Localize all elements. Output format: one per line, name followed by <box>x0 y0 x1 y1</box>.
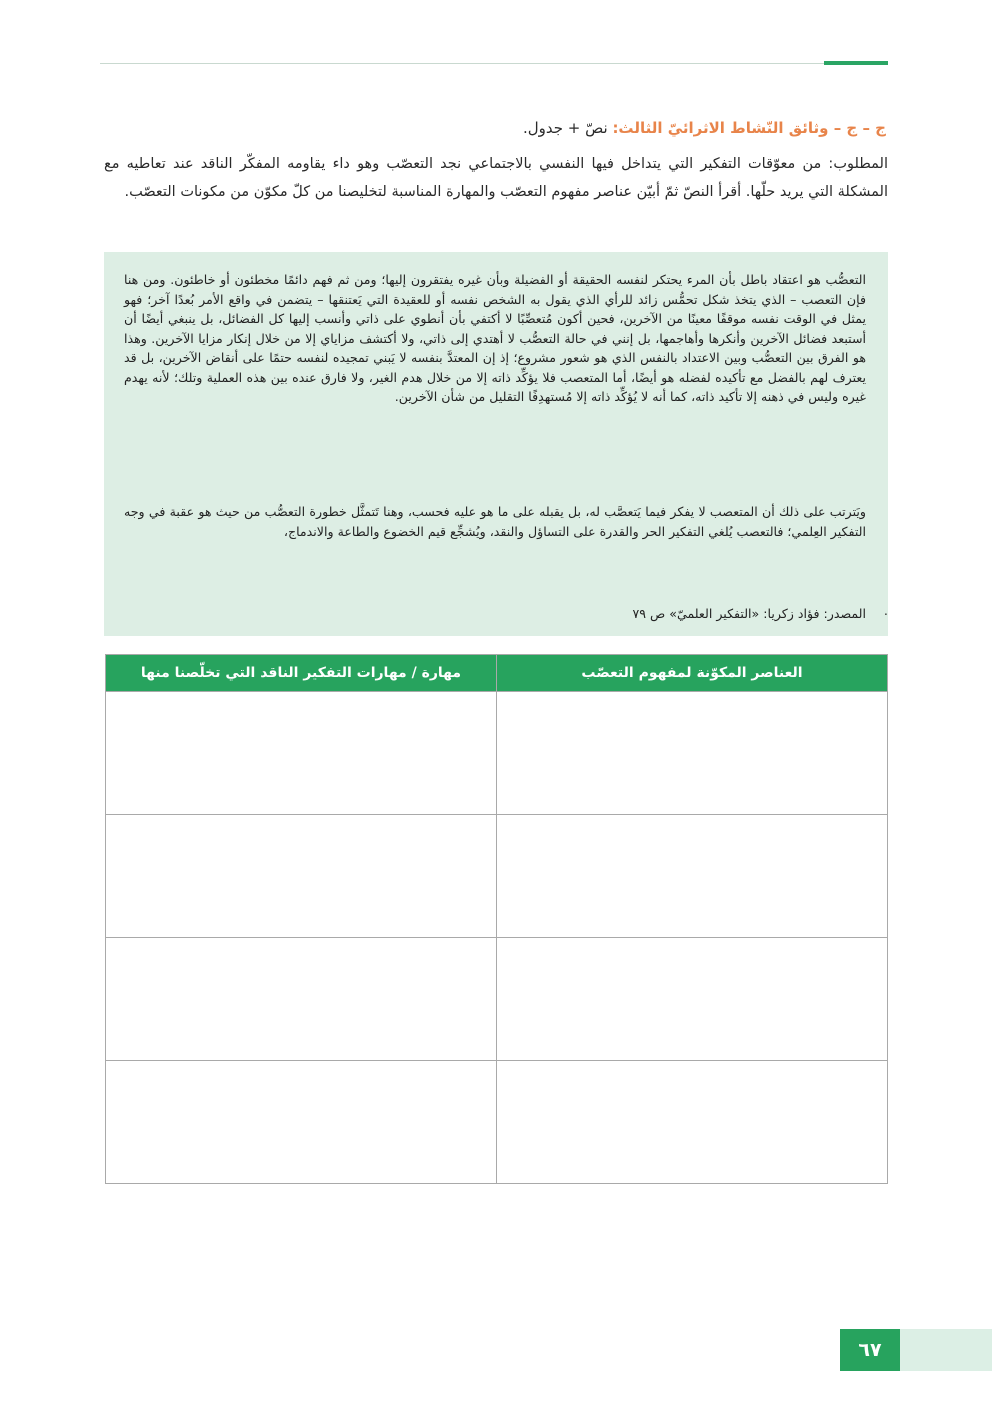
page-number-tab <box>900 1329 992 1371</box>
text-paragraph-2: ويَترتب على ذلك أن المتعصب لا يفكر فيما يَتعصَّب له، بل يقبله على ما هو عليه فحسب، وهنا تَتمثَّل خطورة التعصُّب من حيث هو عقبة في وجه التفكير العِلمي؛ فالتعصب يُلغي التفكير الحر والقدرة على التساؤل والنقد، ويُشجِّع قيم الخضوع والطاعة والاندماج، <box>124 504 866 539</box>
top-rule <box>100 63 888 64</box>
activity-heading <box>186 116 886 140</box>
activity-heading-detail: نصّ + جدول. <box>522 119 608 137</box>
table-row <box>106 815 888 938</box>
source-citation: المصدر: فؤاد زكريا: «التفكير العلميّ» ص ٧٩ <box>632 606 866 621</box>
table-row <box>106 692 888 815</box>
table-row <box>106 938 888 1061</box>
answer-cell-element[interactable] <box>497 815 888 938</box>
answer-cell-element[interactable] <box>497 1061 888 1184</box>
answer-cell-element[interactable] <box>497 692 888 815</box>
answer-cell-skill[interactable] <box>106 938 497 1061</box>
table-header-row <box>106 655 888 692</box>
source-text-box <box>104 252 888 636</box>
source-dot: . <box>884 604 888 618</box>
answer-cell-skill[interactable] <box>106 815 497 938</box>
activity-heading-label: ج – ج – وثائق النّشاط الاثرائيّ الثالث: <box>612 119 886 137</box>
answer-table <box>105 654 888 1184</box>
answer-cell-element[interactable] <box>497 938 888 1061</box>
page-number: ٦٧ <box>840 1329 900 1371</box>
header-bias-elements: العناصر المكوّنة لمفهوم التعصّب <box>497 655 888 692</box>
task-instructions: المطلوب: من معوّقات التفكير التي يتداخل فيها النفسي بالاجتماعي نجد التعصّب وهو داء يقاومه المفكّر الناقد عند تعاطيه مع المشكلة التي يريد حلّها. أقرأ النصّ ثمّ أبيّن عناصر مفهوم التعصّب والمهارة المناسبة لتخليصنا من كلّ مكوّن من مكونات التعصّب. <box>104 156 888 200</box>
text-paragraph-1: التعصُّب هو اعتقاد باطل بأن المرء يحتكر لنفسه الحقيقة أو الفضيلة وبأن غيره يفتقرون إليها؛ ومن ثم فهم دائمًا مخطئون أو خاطئون. ومن هنا فإن التعصب – الذي يتخذ شكل تحمُّس زائد للرأي الذي يقول به الشخص نفسه أو للعقيدة التي يَعتنقها – يتضمن في واقع الأمر بُعدًا آخر؛ فهو يمثل في الوقت نفسه موقفًا معينًا من الآخرين، فحين أكون مُتعصِّبًا لا أكتفي بأن أنطوي على ذاتي وأنسب إليها كل الفضائل، بل ينبغي أيضًا أن أستبعد فضائل الآخرين وأنكرها وأهاجمها، بل إنني في حالة التعصُّب لا أهتدي إلى ذاتي، ولا أكتشف مزاياي إلا من خلال إنكار مزايا الآخرين. وهذا هو الفرق بين التعصُّب وبين الاعتداد بالنفس الذي هو شعور مشروع؛ إذ إن المعتدَّ بنفسه لا يَبني تمجيده لنفسه حتمًا على أنقاض الآخرين، بل قد يعترف لهم بالفضل مع تأكيده لفضله هو أيضًا، أما المتعصب فلا يؤكِّد ذاته إلا من خلال هدم الغير، ولا فارق عنده بين هذه العملية وتلك؛ لأنه يهدم غيره وليس في ذهنه إلا تأكيد ذاته، كما أنه لا يُؤكِّد ذاته إلا مُستهدِفًا التقليل من شأن الآخرين. <box>124 272 866 404</box>
table-row <box>106 1061 888 1184</box>
header-critical-skills: مهارة / مهارات التفكير الناقد التي تخلّصنا منها <box>106 655 497 692</box>
answer-table-wrapper <box>105 654 888 1184</box>
answer-cell-skill[interactable] <box>106 1061 497 1184</box>
top-accent-bar <box>824 61 888 65</box>
answer-cell-skill[interactable] <box>106 692 497 815</box>
